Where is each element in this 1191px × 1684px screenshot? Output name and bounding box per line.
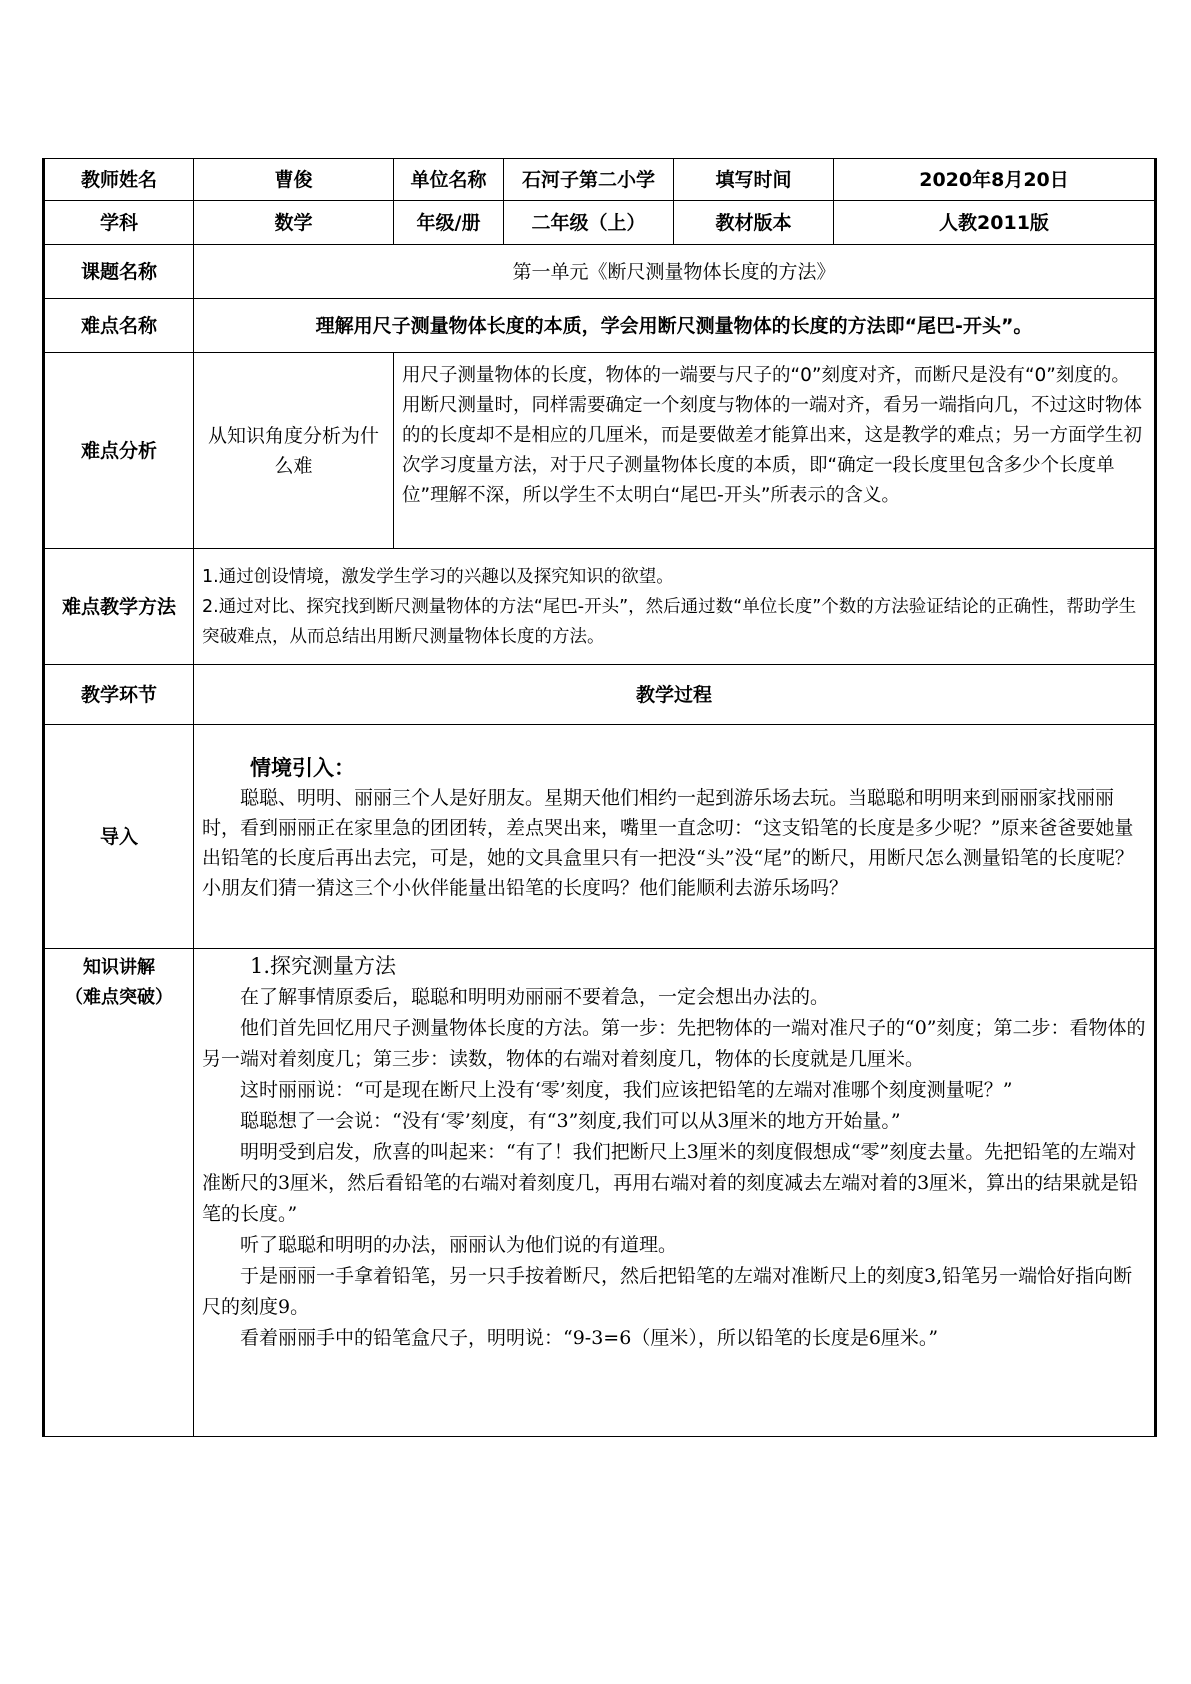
difficulty-row (44, 299, 1156, 353)
intro-text: 聪聪、明明、丽丽三个人是好朋友。星期天他们相约一起到游乐场去玩。当聪聪和明明来到丽丽家找丽丽时，看到丽丽正在家里急的团团转，差点哭出来，嘴里一直念叨：“这支铅笔的长度是多少呢？”原来爸爸要她量出铅笔的长度后再出去完，可是，她的文具盒里只有一把没“头”没“尾”的断尺，用断尺怎么测量铅笔的长度呢？小朋友们猜一猜这三个小伙伴能量出铅笔的长度吗？他们能顺利去游乐场吗？ (202, 787, 1134, 899)
intro-content (194, 725, 1156, 949)
unit-value: 石河子第二小学 (504, 159, 674, 201)
analysis-text: 用尺子测量物体的长度，物体的一端要与尺子的“0”刻度对齐，而断尺是没有“0”刻度的。用断尺测量时，同样需要确定一个刻度与物体的一端对齐，看另一端指向几，不过这时物体的的长度却不是相应的几厘米，而是要做差才能算出来，这是教学的难点；另一方面学生初次学习度量方法，对于尺子测量物体长度的本质，即“确定一段长度里包含多少个长度单位”理解不深，所以学生不太明白“尾巴-开头”所表示的含义。 (394, 353, 1156, 549)
knowledge-paragraph: 他们首先回忆用尺子测量物体长度的方法。第一步：先把物体的一端对准尺子的“0”刻度；第二步：看物体的另一端对着刻度几；第三步：读数，物体的右端对着刻度几，物体的长度就是几厘米。 (202, 1017, 1146, 1070)
analysis-sub-label: 从知识角度分析为什么难 (194, 353, 394, 549)
method-content (194, 549, 1156, 665)
unit-label: 单位名称 (394, 159, 504, 201)
knowledge-row (44, 949, 1156, 1437)
analysis-label: 难点分析 (44, 353, 194, 549)
lesson-plan-table (42, 158, 1157, 1437)
process-header-row (44, 665, 1156, 725)
knowledge-paragraph: 于是丽丽一手拿着铅笔，另一只手按着断尺，然后把铅笔的左端对准断尺上的刻度3,铅笔另一端恰好指向断尺的刻度9。 (202, 1265, 1133, 1318)
subject-label: 学科 (44, 201, 194, 245)
grade-label: 年级/册 (394, 201, 504, 245)
date-value: 2020年8月20日 (834, 159, 1156, 201)
knowledge-paragraph: 明明受到启发，欣喜的叫起来：“有了！我们把断尺上3厘米的刻度假想成“零”刻度去量。先把铅笔的左端对准断尺的3厘米，然后看铅笔的右端对着刻度几，再用右端对着的刻度减去左端对着的3厘米，算出的结果就是铅笔的长度。” (202, 1141, 1139, 1225)
method-item: 1.通过创设情境，激发学生学习的兴趣以及探究知识的欲望。 (202, 566, 674, 587)
header-row-1 (44, 159, 1156, 201)
knowledge-paragraph: 听了聪聪和明明的办法，丽丽认为他们说的有道理。 (240, 1234, 678, 1256)
subject-value: 数学 (194, 201, 394, 245)
knowledge-paragraph: 在了解事情原委后，聪聪和明明劝丽丽不要着急，一定会想出办法的。 (240, 986, 830, 1008)
edition-value: 人教2011版 (834, 201, 1156, 245)
date-label: 填写时间 (674, 159, 834, 201)
method-row (44, 549, 1156, 665)
teacher-label: 教师姓名 (44, 159, 194, 201)
intro-row (44, 725, 1156, 949)
process-label: 教学过程 (194, 665, 1156, 725)
knowledge-heading: 1.探究测量方法 (250, 954, 397, 978)
intro-label: 导入 (44, 725, 194, 949)
knowledge-paragraph: 聪聪想了一会说：“没有‘零’刻度，有“3”刻度,我们可以从3厘米的地方开始量。” (240, 1110, 901, 1132)
method-item: 2.通过对比、探究找到断尺测量物体的方法“尾巴-开头”，然后通过数“单位长度”个数的方法验证结论的正确性，帮助学生突破难点，从而总结出用断尺测量物体长度的方法。 (202, 596, 1137, 647)
analysis-row (44, 353, 1156, 549)
topic-value: 第一单元《断尺测量物体长度的方法》 (194, 245, 1156, 299)
knowledge-paragraph: 看着丽丽手中的铅笔盒尺子，明明说：“9-3=6（厘米），所以铅笔的长度是6厘米。” (240, 1327, 939, 1349)
knowledge-label-line1: 知识讲解 (83, 957, 155, 978)
header-row-2 (44, 201, 1156, 245)
difficulty-label: 难点名称 (44, 299, 194, 353)
edition-label: 教材版本 (674, 201, 834, 245)
stage-label: 教学环节 (44, 665, 194, 725)
intro-heading: 情境引入： (250, 755, 355, 780)
teacher-value: 曹俊 (194, 159, 394, 201)
difficulty-value: 理解用尺子测量物体长度的本质，学会用断尺测量物体的长度的方法即“尾巴-开头”。 (194, 299, 1156, 353)
method-label: 难点教学方法 (44, 549, 194, 665)
topic-row (44, 245, 1156, 299)
topic-label: 课题名称 (44, 245, 194, 299)
knowledge-paragraph: 这时丽丽说：“可是现在断尺上没有‘零’刻度，我们应该把铅笔的左端对准哪个刻度测量呢？” (240, 1079, 1013, 1101)
knowledge-label (44, 949, 194, 1437)
grade-value: 二年级（上） (504, 201, 674, 245)
knowledge-label-line2: （难点突破） (65, 987, 173, 1008)
knowledge-content (194, 949, 1156, 1437)
